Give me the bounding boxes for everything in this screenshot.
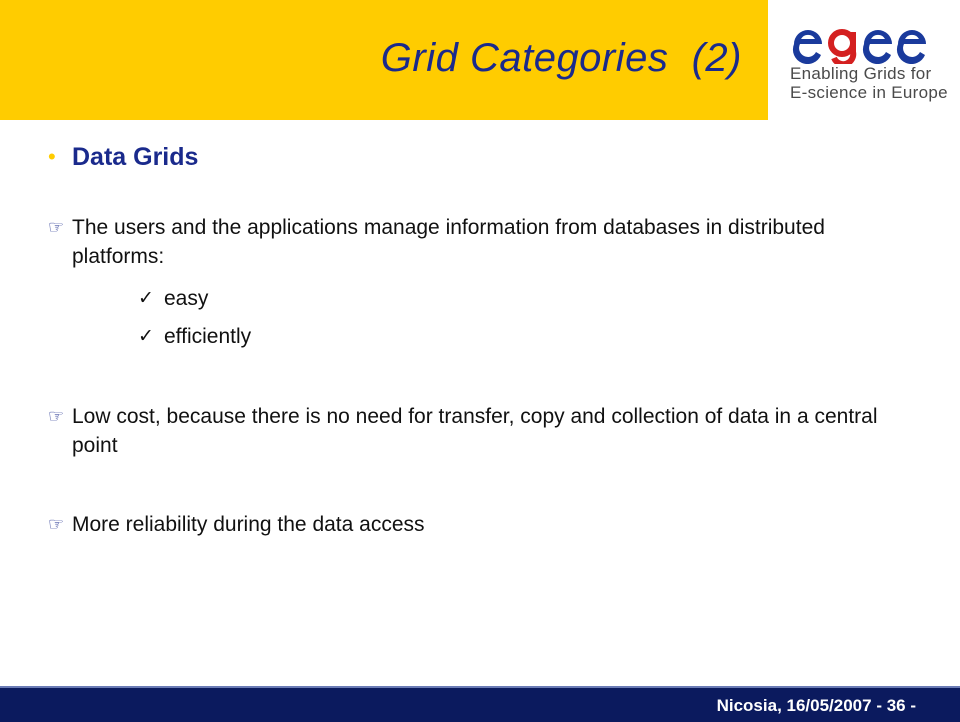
check-item-text: efficiently xyxy=(164,325,252,348)
list-item-text: The users and the applications manage information from databases in distributed platforms: xyxy=(72,216,825,268)
check-mark-icon: ✓ xyxy=(138,288,154,309)
hand-pointer-arrow-icon: ☞ xyxy=(48,514,65,534)
egee-logo-icon xyxy=(790,22,940,64)
list-item-text: More reliability during the data access xyxy=(72,513,425,536)
heading-row xyxy=(48,142,198,172)
footer-text: Nicosia, 16/05/2007 - 36 - xyxy=(716,696,916,715)
check-item-text: easy xyxy=(164,287,209,310)
bullet-dot-icon: • xyxy=(48,144,56,169)
logo-tagline-2: E-science in Europe xyxy=(790,83,948,102)
slide-title: Grid Categories (2) xyxy=(380,36,742,80)
hand-pointer-arrow-icon: ☞ xyxy=(48,406,65,426)
check-item xyxy=(138,323,251,351)
footer-bar xyxy=(0,686,960,722)
list-item xyxy=(48,213,918,271)
title-bar xyxy=(0,0,768,120)
list-item-text: Low cost, because there is no need for transfer, copy and collection of data in a central point xyxy=(72,405,878,457)
egee-logo xyxy=(790,22,950,112)
hand-pointer-arrow-icon: ☞ xyxy=(48,217,65,237)
list-item xyxy=(48,510,918,539)
check-mark-icon: ✓ xyxy=(138,326,154,347)
section-heading: Data Grids xyxy=(72,143,199,171)
logo-tagline-1: Enabling Grids for xyxy=(790,64,932,83)
list-item xyxy=(48,402,918,460)
check-item xyxy=(138,285,208,313)
